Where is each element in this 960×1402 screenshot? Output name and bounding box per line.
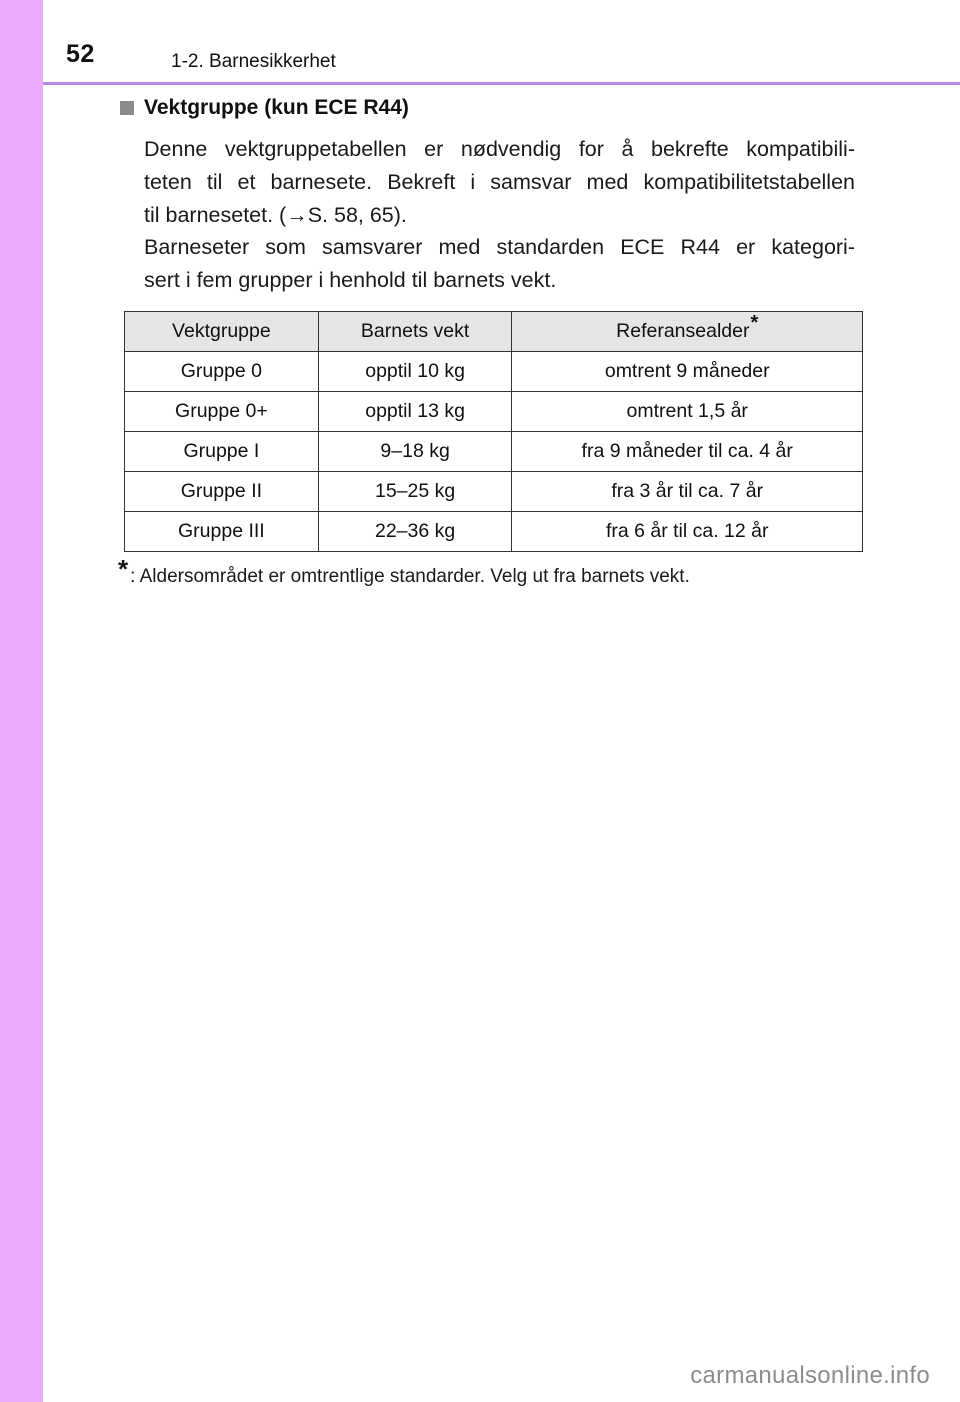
intro-paragraph	[144, 133, 855, 232]
footnote-text: : Aldersområdet er omtrentlige standarder. Velg ut fra barnets vekt.	[130, 566, 690, 587]
paragraph-line: teten til et barnesete. Bekreft i samsvar med kompatibilitetstabellen	[144, 170, 855, 194]
table-cell: omtrent 9 måneder	[512, 352, 863, 392]
table-cell: opptil 13 kg	[318, 392, 512, 432]
categories-paragraph	[144, 231, 855, 297]
column-header-child-weight: Barnets vekt	[318, 312, 512, 352]
header-divider	[43, 82, 960, 85]
table-cell: Gruppe 0+	[125, 392, 319, 432]
table-cell: opptil 10 kg	[318, 352, 512, 392]
table-cell: fra 6 år til ca. 12 år	[512, 512, 863, 552]
footnote-marker: *	[750, 312, 759, 334]
column-header-reference-age	[512, 312, 863, 352]
section-heading	[120, 96, 409, 120]
square-bullet-icon	[120, 101, 134, 115]
paragraph-line: sert i fem grupper i henhold til barnets vekt.	[144, 268, 557, 292]
section-title: 1-2. Barnesikkerhet	[171, 51, 336, 72]
table-row	[125, 512, 863, 552]
table-header-row	[125, 312, 863, 352]
side-band	[0, 0, 43, 1402]
paragraph-line: Barneseter som samsvarer med standarden ECE R44 er kategori-	[144, 235, 855, 259]
table-cell: omtrent 1,5 år	[512, 392, 863, 432]
table-row	[125, 352, 863, 392]
table-cell: Gruppe III	[125, 512, 319, 552]
table-cell: fra 3 år til ca. 7 år	[512, 472, 863, 512]
footnote-marker: *	[118, 554, 129, 584]
heading-text: Vektgruppe (kun ECE R44)	[144, 96, 409, 119]
page-number: 52	[66, 40, 95, 68]
table-row	[125, 472, 863, 512]
table-cell: 9–18 kg	[318, 432, 512, 472]
weight-group-table	[124, 311, 863, 552]
table-cell: fra 9 måneder til ca. 4 år	[512, 432, 863, 472]
table-row	[125, 432, 863, 472]
table-cell: Gruppe II	[125, 472, 319, 512]
table-row	[125, 392, 863, 432]
paragraph-line: Denne vektgruppetabellen er nødvendig for å bekrefte kompatibili-	[144, 137, 855, 161]
table-cell: Gruppe I	[125, 432, 319, 472]
paragraph-line: til barnesetet. (→S. 58, 65).	[144, 203, 407, 227]
footnote	[118, 554, 690, 589]
table-cell: Gruppe 0	[125, 352, 319, 392]
column-header-weight-group: Vektgruppe	[125, 312, 319, 352]
table-cell: 22–36 kg	[318, 512, 512, 552]
watermark: carmanualsonline.info	[690, 1362, 930, 1389]
column-header-text: Referansealder	[616, 320, 750, 342]
table-cell: 15–25 kg	[318, 472, 512, 512]
